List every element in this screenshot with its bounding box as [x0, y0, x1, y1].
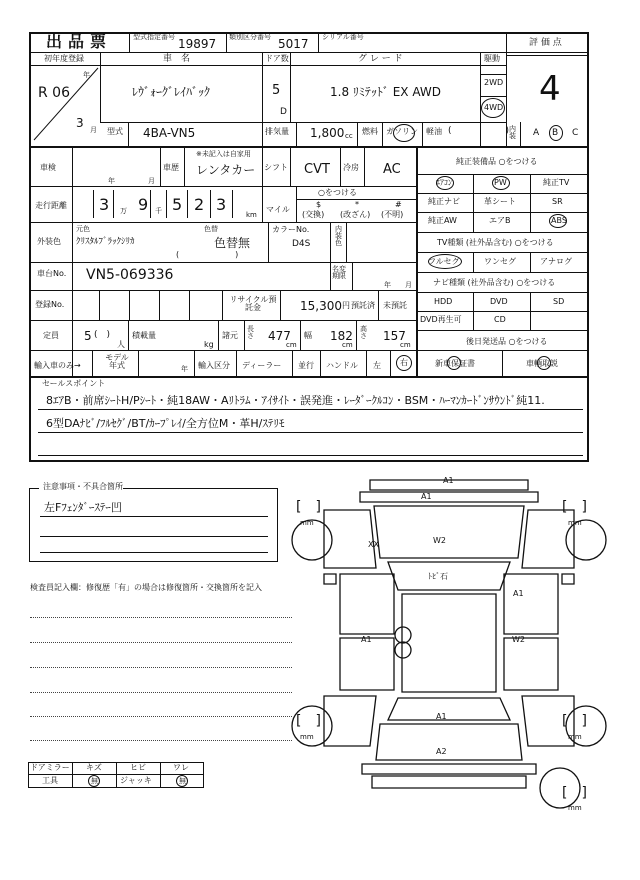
mile-hash: #: [395, 200, 402, 209]
handle-left: 左: [373, 361, 381, 370]
import-label: 輸入車のみ→: [34, 361, 81, 370]
displacement-value: 1,800: [310, 126, 345, 140]
interior-c: C: [572, 128, 579, 138]
mile-dollar-sub: (交換): [302, 210, 325, 219]
mm-fr: mm: [568, 519, 582, 527]
tools-h-mirror: ドアミラー: [30, 763, 70, 772]
recycle-unit: 円: [342, 301, 350, 310]
equip-item-aw: 純正AW: [428, 216, 457, 225]
bracket-fr: [ ]: [562, 499, 587, 515]
equip-item-leather: 革シート: [484, 197, 516, 206]
shaken-month-unit: 月: [148, 177, 155, 185]
handle-right: 右: [400, 358, 408, 367]
bracket-spare: [ ]: [562, 785, 587, 801]
shaken-label: 車検: [40, 163, 56, 172]
registration-label: 登録No.: [35, 300, 65, 309]
mile-dollar: $: [316, 200, 322, 209]
sales-label: セールスポイント: [42, 379, 106, 388]
cc-unit: cc: [345, 132, 353, 140]
first-reg-year: R 06: [38, 85, 70, 101]
chassis-label: 車台No.: [37, 269, 67, 278]
navi-title: ナビ種類 (社外品含む) ○をつける: [433, 278, 556, 287]
mark-left-door: A1: [361, 635, 372, 644]
tv-analog: アナログ: [540, 257, 572, 266]
drive-4wd: 4WD: [484, 103, 504, 112]
meigi-month: 月: [405, 281, 412, 289]
displacement-label: 排気量: [265, 127, 289, 136]
shift-label: シフト: [264, 163, 288, 172]
equip-item-abs: ABS: [551, 216, 567, 225]
color-change: 色替無: [214, 236, 251, 250]
tools-no-2: 無: [179, 777, 186, 785]
mark-right-front-door: A1: [513, 589, 524, 598]
mark-rear-bumper: A2: [436, 747, 447, 756]
car-name: ﾚｳﾞｫｰｸﾞﾚｲﾊﾞｯｸ: [132, 85, 211, 99]
len-cm: cm: [286, 341, 297, 349]
recycle-label: リサイクル預託金: [229, 295, 277, 312]
equip-item-pw: PW: [494, 178, 507, 187]
len-label: 長さ: [247, 325, 254, 340]
navi-dvd: DVD: [490, 297, 508, 306]
car-diagram: [290, 470, 610, 810]
length-value: 477: [268, 329, 291, 343]
model-year-label: モデル年式: [105, 353, 129, 370]
usage-label: 車歴: [163, 163, 179, 172]
month-unit: 月: [90, 126, 97, 134]
mile-star-sub: (改ざん): [340, 210, 371, 219]
height-value: 157: [383, 329, 406, 343]
inspector-label: 検査員記入欄：修復歴「有」の場合は修復箇所・交換箇所を記入: [30, 583, 262, 592]
mm-rl: mm: [300, 733, 314, 741]
orig-color-label: 元色: [76, 225, 90, 233]
width-value: 182: [330, 329, 353, 343]
width-label: 幅: [304, 331, 312, 340]
interior-a: A: [533, 128, 540, 138]
mark-right-rear-door: W2: [512, 635, 525, 644]
car-name-label: 車 名: [163, 54, 191, 64]
mm-spare: mm: [568, 804, 582, 812]
km-unit: km: [246, 211, 257, 219]
capacity-value: 5: [84, 329, 92, 343]
mileage-digit-5: 3: [216, 195, 227, 214]
notes-label: 注意事項・不具合箇所: [43, 482, 123, 491]
navi-hdd: HDD: [434, 297, 453, 306]
ac-label: 冷房: [343, 163, 359, 172]
model-value: 4BA-VN5: [143, 126, 196, 140]
tools-tool: 工具: [42, 776, 58, 785]
tv-fullseg: フルセグ: [428, 257, 460, 266]
equip-item-aircon: ｴｱｺﾝ: [436, 178, 452, 187]
score-label: 評 価 点: [529, 38, 562, 48]
recycle-paid: 預託済: [351, 301, 375, 310]
tools-h-hibi: ヒビ: [130, 763, 146, 772]
kei-label: 軽油: [426, 127, 442, 136]
meigi-year: 年: [384, 281, 391, 289]
type-no-label: 型式指定番号: [133, 33, 175, 41]
mark-windshield: ﾄﾋﾞ石: [428, 572, 448, 581]
equip-item-airb: エアB: [489, 216, 511, 225]
grade-value: 1.8 ﾘﾐﾃｯﾄﾞ EX AWD: [330, 85, 441, 99]
mileage-digit-3: 5: [172, 195, 183, 214]
orig-color: ｸﾘｽﾀﾙﾌﾞﾗｯｸｼﾘｶ: [76, 237, 135, 247]
shaken-year-unit: 年: [108, 177, 115, 185]
later-manual: 車輌取説: [526, 359, 558, 368]
bracket-rl: [ ]: [296, 713, 321, 729]
usage-value: レンタカー: [196, 163, 256, 177]
parallel: 並行: [298, 361, 314, 370]
mark-trunk: A1: [436, 712, 447, 721]
chassis-value: VN5-069336: [86, 267, 174, 283]
color-no: D4S: [292, 239, 311, 249]
doors-label: ドア数: [265, 54, 289, 63]
navi-cd: CD: [494, 315, 506, 324]
interior-label: 内装: [509, 125, 516, 140]
door-d: D: [280, 107, 287, 117]
tv-title: TV種類 (社外品含む) ○をつける: [437, 238, 554, 247]
usage-note: ※未記入は自家用: [196, 150, 251, 158]
equip-item-sr: SR: [552, 197, 563, 206]
model-year-unit: 年: [181, 365, 188, 373]
drive-2wd: 2WD: [484, 78, 504, 87]
equip-item-navi: 純正ナビ: [428, 197, 460, 206]
navi-dvd-play: DVD再生可: [420, 315, 462, 324]
tools-h-ware: ワレ: [173, 763, 189, 772]
capacity-label: 定員: [43, 331, 59, 340]
sales-line-1: 8ｴｱB・前席ｼｰﾄH/Pｼｰﾄ・純18AW・Aﾘﾄﾗﾑ・ｱｲｻｲﾄ・誤発進・ﾚｰﾀﾞｰｸﾙｺﾝ・BSM・ﾊｰﾏﾝｶｰﾄﾞﾝｻｳﾝﾄﾞ純11.: [46, 394, 545, 407]
mileage-digit-1: 3: [99, 195, 110, 214]
height-cm: cm: [400, 341, 411, 349]
mark-hood-front: A1: [421, 492, 432, 501]
height-label: 高さ: [360, 325, 367, 340]
mark-hood: W2: [433, 536, 446, 545]
tools-no-1: 無: [91, 777, 98, 785]
navi-sd: SD: [553, 297, 565, 306]
mile-label: マイル: [266, 205, 290, 214]
sales-line-2: 6型DAﾅﾋﾞ/ﾌﾙｾｸﾞ/BT/ｶｰﾌﾟﾚｲ/全方位M・革H/ｽﾃﾘﾓ: [46, 417, 285, 430]
type-no: 19897: [178, 37, 217, 51]
shift-value: CVT: [304, 162, 330, 177]
sen-unit: 千: [155, 207, 162, 215]
tv-oneseg: ワンセグ: [484, 257, 516, 266]
width-cm: cm: [342, 341, 353, 349]
fuel-value: ガソリン: [386, 127, 418, 136]
recycle-unpaid: 未預託: [383, 301, 407, 310]
fuel-label: 燃料: [362, 127, 378, 136]
dealer: ディーラー: [242, 361, 282, 370]
ext-color-label: 外装色: [37, 237, 61, 246]
bracket-fl: [ ]: [296, 499, 321, 515]
later-warranty: 新車保証書: [435, 359, 475, 368]
meigi-label: 名変期限: [332, 265, 346, 280]
capacity-paren: ( ): [94, 330, 111, 340]
mile-star: *: [355, 200, 359, 209]
doors-value: 5: [272, 83, 281, 98]
mark-left-fender: XX: [368, 540, 379, 549]
mileage-digit-4: 2: [194, 195, 205, 214]
int-color-label: 内装色: [335, 225, 342, 247]
handle-label: ハンドル: [326, 361, 358, 370]
notes-line-1: 左Fﾌｪﾝﾀﾞｰｽﾃｰ凹: [44, 501, 122, 514]
mm-rr: mm: [568, 733, 582, 741]
mileage-digit-2: 9: [138, 195, 149, 214]
kg-unit: kg: [204, 340, 214, 349]
equip-title: 純正装備品 ○をつける: [456, 157, 538, 166]
ac-value: AC: [383, 162, 401, 177]
color-no-label: カラーNo.: [272, 225, 310, 234]
first-reg-label: 初年度登録: [44, 54, 84, 63]
kei-paren: ( ): [448, 126, 510, 136]
interior-b: B: [552, 128, 559, 138]
model-label: 型式: [107, 127, 123, 136]
mark-front-bumper: A1: [443, 476, 454, 485]
recycle-value: 15,300: [300, 299, 342, 313]
mm-fl: mm: [300, 519, 314, 527]
load-label: 積載量: [132, 331, 156, 340]
color-change-label: 色替: [204, 225, 218, 233]
size-label: 諸元: [222, 331, 238, 340]
later-title: 後日発送品 ○をつける: [466, 337, 548, 346]
tools-h-kizu: キズ: [86, 763, 102, 772]
notes-box: [29, 488, 278, 562]
bracket-rr: [ ]: [562, 713, 587, 729]
page-title: 出品票: [46, 32, 113, 51]
import-class-label: 輸入区分: [198, 361, 230, 370]
mile-hash-sub: (不明): [381, 210, 404, 219]
class-no: 5017: [278, 37, 309, 51]
man-unit: 万: [120, 207, 127, 215]
circle-note: ○をつける: [318, 188, 357, 197]
tools-jack: ジャッキ: [120, 776, 152, 785]
color-paren: ( ): [176, 250, 239, 259]
mileage-label: 走行距離: [35, 201, 67, 210]
score-value: 4: [539, 69, 561, 109]
serial-label: シリアル番号: [322, 33, 364, 41]
drive-label: 駆動: [484, 54, 500, 63]
first-reg-month: 3: [76, 116, 84, 130]
grade-label: グ レ ー ド: [358, 54, 403, 64]
year-unit: 年: [83, 71, 90, 79]
equip-item-tv: 純正TV: [543, 178, 570, 187]
person-unit: 人: [117, 340, 125, 349]
class-no-label: 類別区分番号: [229, 33, 271, 41]
